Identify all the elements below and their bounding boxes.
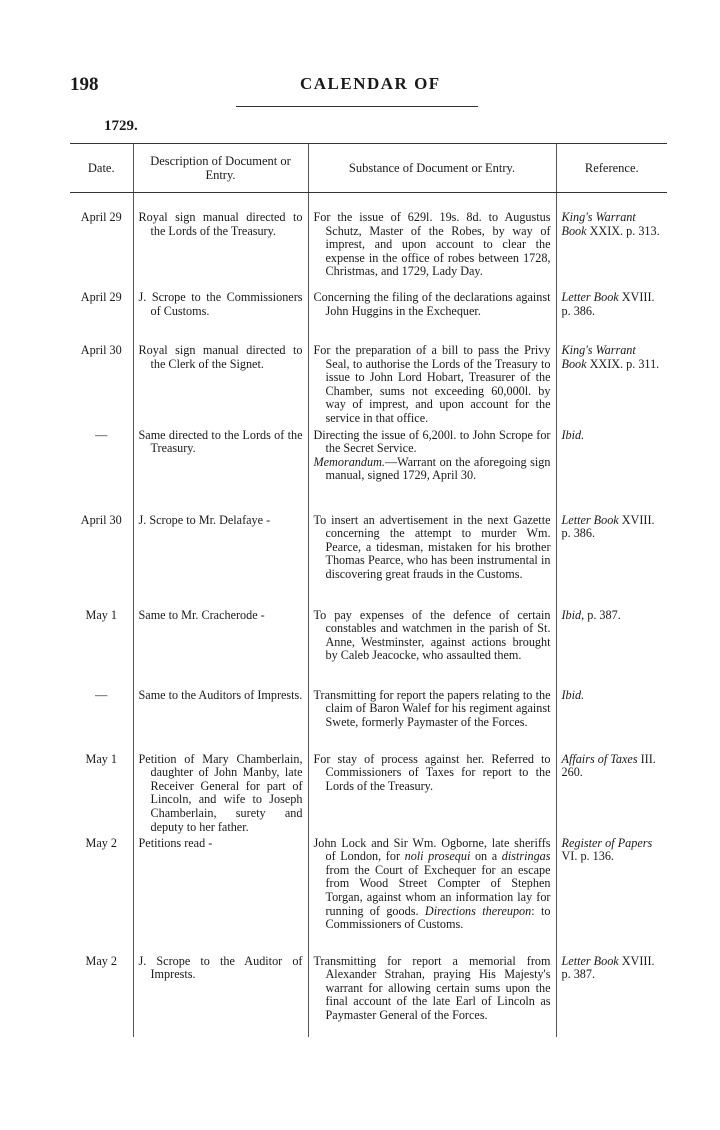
table-row xyxy=(70,279,667,332)
entry-date: May 1 xyxy=(85,607,117,622)
latin-term: distringas xyxy=(501,849,551,864)
entry-date: April 29 xyxy=(80,210,122,224)
description-text: J. Scrope to the Commissioners of Customs. xyxy=(138,289,303,318)
entry-substance xyxy=(308,677,556,743)
entry-description xyxy=(133,279,308,332)
substance-text: For the preparation of a bill to pass the Privy Seal, to authorise the Lords of the Treasury to issue to John Lord Hobart, Treasurer of the Chamber, sums not exceeding 60,000l. by way of imprest, and upon account for the service in that office. xyxy=(313,342,551,425)
description-text: Same directed to the Lords of the Treasury. xyxy=(138,427,303,456)
page-number: 198 xyxy=(70,74,99,95)
entry-reference xyxy=(556,953,667,1037)
reference-italic: King's Warrant Book xyxy=(561,210,636,238)
running-title: CALENDAR OF xyxy=(300,74,441,93)
substance-text: To pay expenses of the defence of certain constables and watchmen in the parish of St. Anne, Westminster, against actions brought by Caleb Jeacocke, who assaulted them. xyxy=(313,607,551,663)
description-text: Same to the Auditors of Imprests. xyxy=(138,687,303,702)
directions-label: Directions thereupon xyxy=(424,903,532,918)
title-rule xyxy=(236,106,478,107)
entry-reference xyxy=(556,279,667,332)
memorandum-text: —Warrant on the aforegoing sign manual, signed 1729, April 30. xyxy=(325,454,551,483)
entry-reference xyxy=(556,332,667,426)
substance-text: Concerning the filing of the declarations against John Huggins in the Exchequer. xyxy=(313,289,551,318)
entry-description xyxy=(133,953,308,1037)
table-row xyxy=(70,953,667,1037)
table-row xyxy=(70,835,667,953)
substance-part: on a xyxy=(470,849,502,864)
col-header-description: Description of Document or Entry. xyxy=(133,144,308,193)
entry-description xyxy=(133,598,308,677)
year-heading: 1729. xyxy=(104,118,138,134)
reference-italic: Letter Book xyxy=(561,512,619,527)
calendar-table xyxy=(70,143,667,1037)
description-text: Royal sign manual directed to the Lords of the Treasury. xyxy=(138,210,303,238)
memorandum-label: Memorandum. xyxy=(313,454,385,469)
entry-substance xyxy=(308,332,556,426)
table-row xyxy=(70,743,667,835)
reference-roman: III. 260. xyxy=(561,751,656,780)
entry-reference xyxy=(556,598,667,677)
reference-roman: VI. p. 136. xyxy=(561,849,614,864)
reference-italic: Ibid. xyxy=(561,427,585,442)
substance-text: For stay of process against her. Referred to Commissioners of Taxes for report to the Lords of the Treasury. xyxy=(313,751,551,793)
entry-date: April 29 xyxy=(80,289,122,304)
entry-date: April 30 xyxy=(80,512,122,527)
reference-italic: Affairs of Taxes xyxy=(561,751,638,766)
reference-roman: p. 387. xyxy=(584,607,621,622)
reference-italic: King's Warrant Book xyxy=(561,342,636,371)
table-row xyxy=(70,193,667,279)
substance-text: To insert an advertisement in the next Gazette concerning the attempt to murder Wm. Pearce, a tidesman, mistaken for his brother Thomas Pearce, who has been instrumental in discovering great frauds in the Customs. xyxy=(313,512,551,581)
col-header-date: Date. xyxy=(70,144,133,193)
entry-description xyxy=(133,504,308,598)
entry-substance xyxy=(308,504,556,598)
col-header-substance: Substance of Document or Entry. xyxy=(308,144,556,193)
description-text: Petition of Mary Chamberlain, daughter of John Manby, late Receiver General for part of Lincoln, and wife to Joseph Chamberlain, surety and deputy to her father. xyxy=(138,751,303,834)
reference-roman: XVIII. p. 386. xyxy=(561,512,655,541)
reference-roman: XXIX. p. 313. xyxy=(586,223,660,238)
entry-description xyxy=(133,193,308,279)
memorandum xyxy=(314,456,551,483)
entry-substance xyxy=(308,743,556,835)
entry-reference xyxy=(556,677,667,743)
description-text: Petitions read - xyxy=(138,835,213,850)
reference-roman: XVIII. p. 386. xyxy=(561,289,655,318)
entry-description xyxy=(133,426,308,504)
entry-description xyxy=(133,835,308,953)
entry-date: May 2 xyxy=(85,835,117,850)
entry-date: — xyxy=(95,427,108,442)
entry-date: May 1 xyxy=(85,751,117,766)
reference-roman: XVIII. p. 387. xyxy=(561,953,655,982)
entry-date: — xyxy=(95,687,108,702)
table-header-row xyxy=(70,144,667,193)
entry-substance xyxy=(308,279,556,332)
entry-date: April 30 xyxy=(80,342,122,357)
description-text: Royal sign manual directed to the Clerk of the Signet. xyxy=(138,342,303,371)
description-text: J. Scrope to the Auditor of Imprests. xyxy=(138,953,303,982)
entry-description xyxy=(133,332,308,426)
entry-date: May 2 xyxy=(85,953,117,968)
table-row xyxy=(70,332,667,426)
description-text: Same to Mr. Cracherode - xyxy=(138,607,265,622)
entry-substance xyxy=(308,426,556,504)
substance-part: from the Court of Exchequer for an escape from Wood Street Compter of Stephen Torgan, against whom an information lay for running of goods. xyxy=(325,862,551,918)
substance-text: Directing the issue of 6,200l. to John Scrope for the Secret Service. xyxy=(313,427,551,456)
entry-reference xyxy=(556,743,667,835)
entry-substance xyxy=(308,953,556,1037)
substance-text xyxy=(314,837,551,932)
substance-part: : to Commissioners of Customs. xyxy=(325,903,551,932)
entry-reference xyxy=(556,835,667,953)
table-row xyxy=(70,677,667,743)
table-row xyxy=(70,504,667,598)
table-row xyxy=(70,598,667,677)
latin-term: noli prosequi xyxy=(404,849,471,864)
entry-substance xyxy=(308,598,556,677)
reference-italic: Register of Papers xyxy=(561,835,653,850)
col-header-reference: Reference. xyxy=(556,144,667,193)
reference-italic: Ibid, xyxy=(561,607,585,622)
entry-reference xyxy=(556,426,667,504)
reference-italic: Letter Book xyxy=(561,953,619,968)
table-row xyxy=(70,426,667,504)
substance-text: Transmitting for report the papers relating to the claim of Baron Walef for his regiment against Swete, formerly Paymaster of the Forces. xyxy=(313,687,551,729)
entry-substance xyxy=(308,193,556,279)
reference-roman: XXIX. p. 311. xyxy=(586,356,660,371)
entry-description xyxy=(133,743,308,835)
substance-part: John Lock and Sir Wm. Ogborne, late sheriffs of London, for xyxy=(313,835,551,864)
entry-reference xyxy=(556,193,667,279)
description-text: J. Scrope to Mr. Delafaye - xyxy=(138,512,271,527)
entry-description xyxy=(133,677,308,743)
entry-substance xyxy=(308,835,556,953)
reference-italic: Ibid. xyxy=(561,687,585,702)
reference-italic: Letter Book xyxy=(561,289,619,304)
substance-text: For the issue of 629l. 19s. 8d. to Augustus Schutz, Master of the Robes, by way of imprest, and upon account to clear the expense in the office of robes between 1728, Christmas, and 1729, Lady Day. xyxy=(313,210,551,279)
substance-text: Transmitting for report a memorial from Alexander Strahan, praying His Majesty's warrant for allowing certain sums upon the final account of the late Earl of Lincoln as Paymaster General of the Forces. xyxy=(313,953,551,1022)
entry-reference xyxy=(556,504,667,598)
